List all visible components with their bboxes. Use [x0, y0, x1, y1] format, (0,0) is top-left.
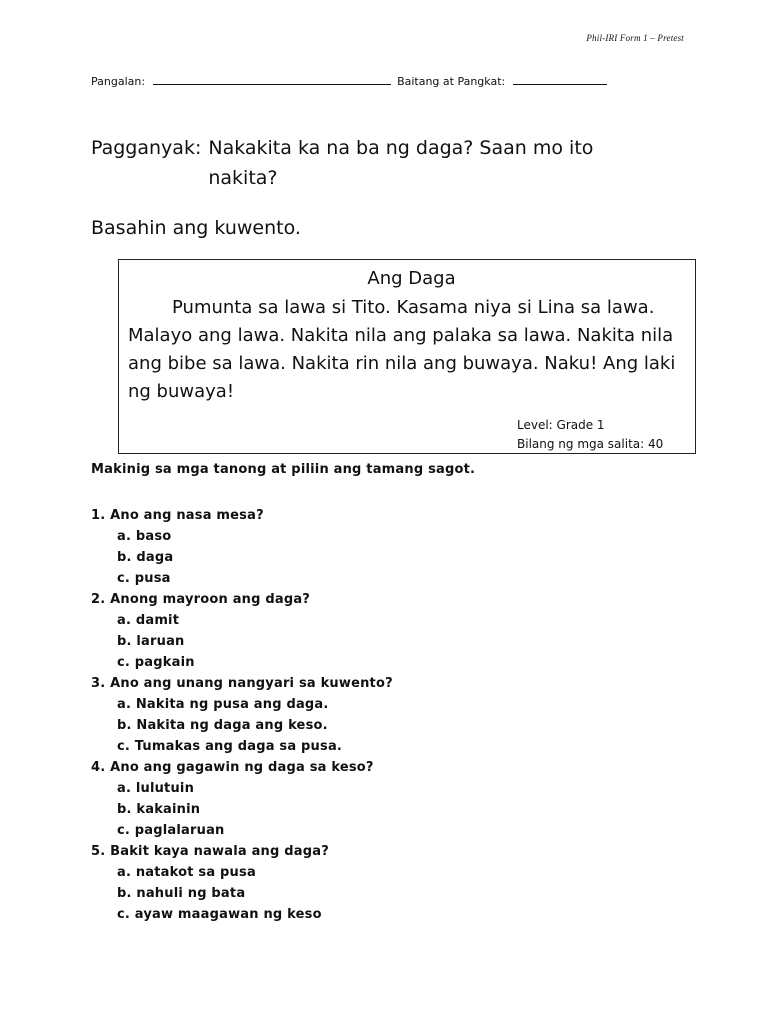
answer-choice[interactable]: c. paglalaruan: [117, 823, 225, 838]
answer-choice[interactable]: b. kakainin: [117, 802, 201, 817]
answer-choice[interactable]: b. nahuli ng bata: [117, 886, 246, 901]
grade-section-label: Baitang at Pangkat:: [397, 75, 506, 88]
grade-section-blank[interactable]: [513, 73, 607, 85]
answer-choice[interactable]: a. baso: [117, 529, 172, 544]
student-info-line: [91, 73, 613, 88]
answer-choice[interactable]: a. natakot sa pusa: [117, 865, 256, 880]
answer-choice[interactable]: c. Tumakas ang daga sa pusa.: [117, 739, 343, 754]
answer-choice[interactable]: a. lulutuin: [117, 781, 195, 796]
question-stem: 4. Ano ang gagawin ng daga sa keso?: [91, 760, 374, 775]
listen-instruction: Makinig sa mga tanong at piliin ang tamang sagot.: [91, 462, 476, 477]
motivation-label: Pagganyak:: [91, 137, 202, 159]
story-meta: [517, 416, 663, 454]
question-item: [91, 673, 393, 757]
name-label: Pangalan:: [91, 75, 146, 88]
answer-choice[interactable]: c. pagkain: [117, 655, 195, 670]
question-stem: 2. Anong mayroon ang daga?: [91, 592, 311, 607]
question-item: [91, 505, 393, 589]
question-list: [91, 505, 393, 925]
answer-choice[interactable]: c. pusa: [117, 571, 171, 586]
question-stem: 1. Ano ang nasa mesa?: [91, 508, 264, 523]
story-word-count: Bilang ng mga salita: 40: [517, 437, 664, 451]
question-item: [91, 841, 393, 925]
motivation-question: Nakakita ka na ba ng daga? Saan mo ito nakita?: [208, 137, 594, 189]
answer-choice[interactable]: b. Nakita ng daga ang keso.: [117, 718, 328, 733]
story-title: Ang Daga: [367, 268, 456, 289]
answer-choice[interactable]: b. laruan: [117, 634, 185, 649]
question-item: [91, 589, 393, 673]
name-blank[interactable]: [153, 73, 391, 85]
answer-choice[interactable]: a. damit: [117, 613, 180, 628]
question-item: [91, 757, 393, 841]
read-instruction: Basahin ang kuwento.: [91, 217, 301, 239]
story-text: Pumunta sa lawa si Tito. Kasama niya si Lina sa lawa. Malayo ang lawa. Nakita nila ang palaka sa lawa. Nakita nila ang bibe sa lawa. Nakita rin nila ang buwaya. Naku! Ang laki ng buwaya!: [128, 297, 676, 402]
form-tag: Phil-IRI Form 1 – Pretest: [586, 33, 684, 43]
answer-choice[interactable]: a. Nakita ng pusa ang daga.: [117, 697, 329, 712]
story-level: Level: Grade 1: [517, 418, 605, 432]
question-stem: 3. Ano ang unang nangyari sa kuwento?: [91, 676, 393, 691]
answer-choice[interactable]: c. ayaw maagawan ng keso: [117, 907, 322, 922]
motivation-prompt: [91, 133, 638, 193]
answer-choice[interactable]: b. daga: [117, 550, 174, 565]
story-box: [118, 259, 696, 454]
question-stem: 5. Bakit kaya nawala ang daga?: [91, 844, 329, 859]
